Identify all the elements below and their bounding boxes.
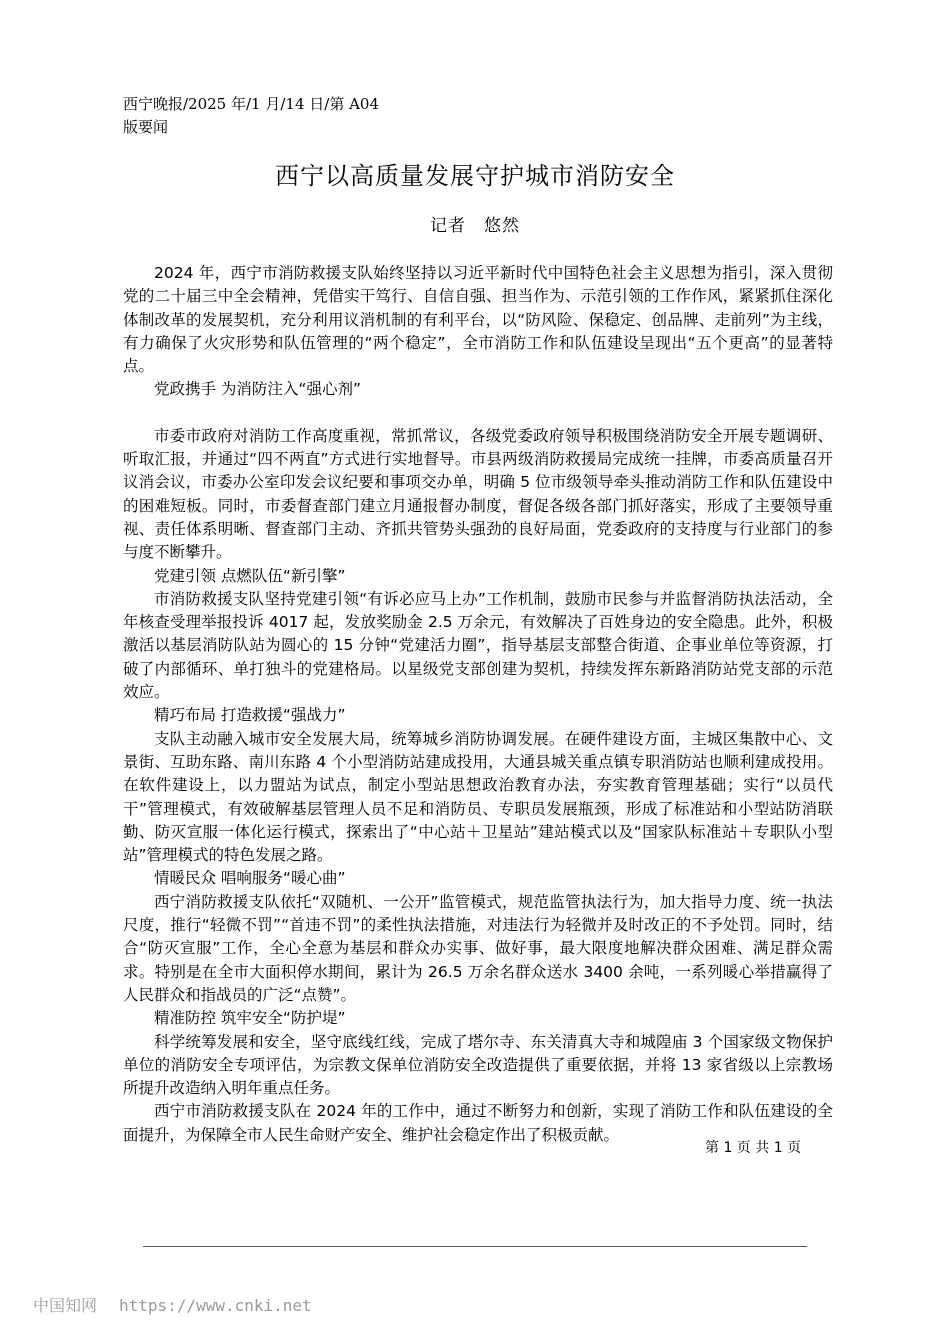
article-body <box>123 262 833 1147</box>
blank-line <box>123 402 833 425</box>
subheading-service: 情暖民众 唱响服务“暖心曲” <box>154 869 346 888</box>
section-name: 版要闻 <box>123 118 169 136</box>
paragraph-intro: 2024 年，西宁市消防救援支队始终坚持以习近平新时代中国特色社会主义思想为指引，深入贯彻党的二十届三中全会精神，凭借实干笃行、自信自强、担当作为、示范引领的工作作风，紧紧抓住深化体制改革的发展契机，充分利用议消机制的有利平台，以“防风险、保稳定、创品牌、走前列”为主线，有力确保了火灾形势和队伍管理的“两个稳定”，全市消防工作和队伍建设呈现出“五个更高”的显著特点。 <box>123 264 833 376</box>
subheading-party-building: 党建引领 点燃队伍“新引擎” <box>154 566 346 585</box>
source-line: 西宁晚报/2025 年/1 月/14 日/第 A04 <box>123 95 380 113</box>
page-number: 第 1 页 共 1 页 <box>705 1140 802 1156</box>
subheading-prevention: 精准防控 筑牢安全“防护堤” <box>154 1009 346 1028</box>
article-title: 西宁以高质量发展守护城市消防安全 <box>275 162 675 190</box>
subheading-party-government: 党政携手 为消防注入“强心剂” <box>154 380 361 399</box>
paragraph-service: 西宁消防救援支队依托“双随机、一公开”监管模式，规范监管执法行为，加大指导力度、统一执法尺度，推行“轻微不罚”“首违不罚”的柔性执法措施，对违法行为轻微并及时改正的不予处罚。同时，结合“防灭宣服”工作，全心全意为基层和群众办实事、做好事，最大限度地解决群众困难、满足群众需求。特别是在全市大面积停水期间，累计为 26.5 万余名群众送水 3400 余吨，一系列暖心举措赢得了人民群众和指战员的广泛“点赞”。 <box>123 892 833 1004</box>
subheading-layout: 精巧布局 打造救援“强战力” <box>154 706 346 725</box>
article-author: 记者 悠然 <box>430 216 520 236</box>
paragraph-party-building: 市消防救援支队坚持党建引领“有诉必应马上办”工作机制，鼓励市民参与并监督消防执法活动，全年核查受理举报投诉 4017 起，发放奖励金 2.5 万余元，有效解决了百姓身边的安全隐患。此外，积极激活以基层消防队站为圆心的 15 分钟“党建活力圈”，指导基层支部整合街道、企事业单位等资源，打破了内部循环、单打独斗的党建格局。以星级党支部创建为契机，持续发挥东新路消防站党支部的示范效应。 <box>123 589 833 702</box>
paragraph-party-government: 市委市政府对消防工作高度重视，常抓常议，各级党委政府领导积极围绕消防安全开展专题调研、听取汇报，并通过“四不两直”方式进行实地督导。市县两级消防救援局完成统一挂牌，市委高质量召开议消会议，市委办公室印发会议纪要和事项交办单，明确 5 位市级领导牵头推动消防工作和队伍建设中的困难短板。同时，市委督查部门建立月通报督办制度，督促各级各部门抓好落实，形成了主要领导重视、责任体系明晰、督查部门主动、齐抓共管势头强劲的良好局面，党委政府的支持度与行业部门的参与度不断攀升。 <box>123 426 833 562</box>
paragraph-layout: 支队主动融入城市安全发展大局，统筹城乡消防协调发展。在硬件建设方面，主城区集散中心、文景街、互助东路、南川东路 4 个小型消防站建成投用，大通县城关重点镇专职消防站也顺利建成投用。在软件建设上，以力盟站为试点，制定小型站思想政治教育办法，夯实教育管理基础；实行“以员代干”管理模式，有效破解基层管理人员不足和消防员、专职员发展瓶颈，形成了标准站和小型站防消联勤、防灭宣服一体化运行模式，探索出了“中心站＋卫星站”建站模式以及“国家队标准站＋专职队小型站”管理模式的特色发展之路。 <box>123 729 833 865</box>
paragraph-conclusion: 西宁市消防救援支队在 2024 年的工作中，通过不断努力和创新，实现了消防工作和队伍建设的全面提升，为保障全市人民生命财产安全、维护社会稳定作出了积极贡献。 <box>123 1102 833 1144</box>
cnki-logo-text: 中国知网 <box>33 1296 98 1315</box>
publication-meta <box>123 93 379 139</box>
footer-watermark <box>33 1294 312 1318</box>
cnki-url-link[interactable]: https://www.cnki.net <box>119 1296 312 1315</box>
paragraph-prevention: 科学统筹发展和安全，坚守底线红线，完成了塔尔寺、东关清真大寺和城隍庙 3 个国家级文物保护单位的消防安全专项评估，为宗教文保单位消防安全改造提供了重要依据，并将 13 家省级以上宗教场所提升改造纳入明年重点任务。 <box>123 1032 834 1098</box>
footer-divider <box>143 1246 807 1247</box>
